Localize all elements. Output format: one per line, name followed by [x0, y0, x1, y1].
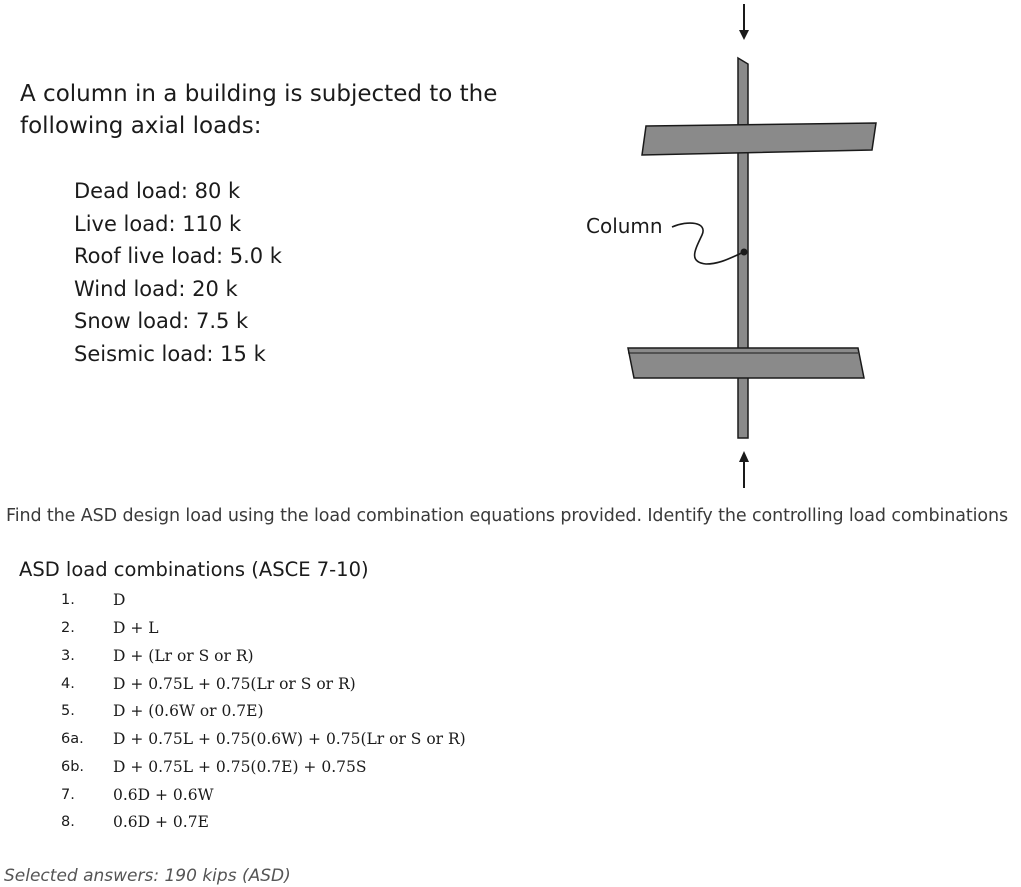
seismic-load: Seismic load: 15 k [74, 341, 266, 366]
wind-load: Wind load: 20 k [74, 276, 238, 301]
combo-number: 6b. [61, 759, 85, 775]
combo-number: 7. [61, 787, 75, 803]
axial-loads-list [74, 175, 282, 370]
column-diagram [600, 0, 900, 500]
column-leader-dot [741, 249, 748, 256]
combo-number: 2. [61, 620, 75, 636]
combo-number: 5. [61, 703, 75, 719]
combo-number: 1. [61, 592, 75, 608]
combo-equation: D + 0.75L + 0.75(Lr or S or R) [113, 675, 356, 693]
combo-equation: D + (Lr or S or R) [113, 647, 254, 665]
bottom-reaction-arrow-head [739, 451, 749, 462]
combo-equation: D + L [113, 619, 159, 637]
combo-equation: 0.6D + 0.7E [113, 813, 209, 831]
combo-number: 3. [61, 648, 75, 664]
upper-floor-beam [642, 123, 876, 155]
combo-equation: D + 0.75L + 0.75(0.6W) + 0.75(Lr or S or R) [113, 730, 466, 748]
top-load-arrow-head [739, 30, 749, 40]
column-shaft [738, 58, 748, 438]
combo-number: 6a. [61, 731, 84, 747]
live-load: Live load: 110 k [74, 211, 242, 236]
combo-number: 4. [61, 676, 75, 692]
combo-equation: D [113, 591, 126, 609]
combo-equation: 0.6D + 0.6W [113, 786, 214, 804]
asd-combinations-title: ASD load combinations (ASCE 7-10) [19, 558, 369, 581]
roof-live-load: Roof live load: 5.0 k [74, 244, 282, 268]
combo-number: 8. [61, 814, 75, 830]
snow-load: Snow load: 7.5 k [74, 309, 249, 333]
column-leader-line [672, 223, 744, 264]
combo-equation: D + (0.6W or 0.7E) [113, 702, 264, 720]
question-text: Find the ASD design load using the load combination equations provided. Identify the controlling load combinations [6, 506, 1008, 526]
problem-intro: A column in a building is subjected to the following axial loads: [20, 81, 498, 139]
column-label: Column [586, 214, 663, 238]
selected-answer: Selected answers: 190 kips (ASD) [4, 866, 291, 886]
combo-equation: D + 0.75L + 0.75(0.7E) + 0.75S [113, 758, 367, 776]
dead-load: Dead load: 80 k [74, 179, 241, 203]
